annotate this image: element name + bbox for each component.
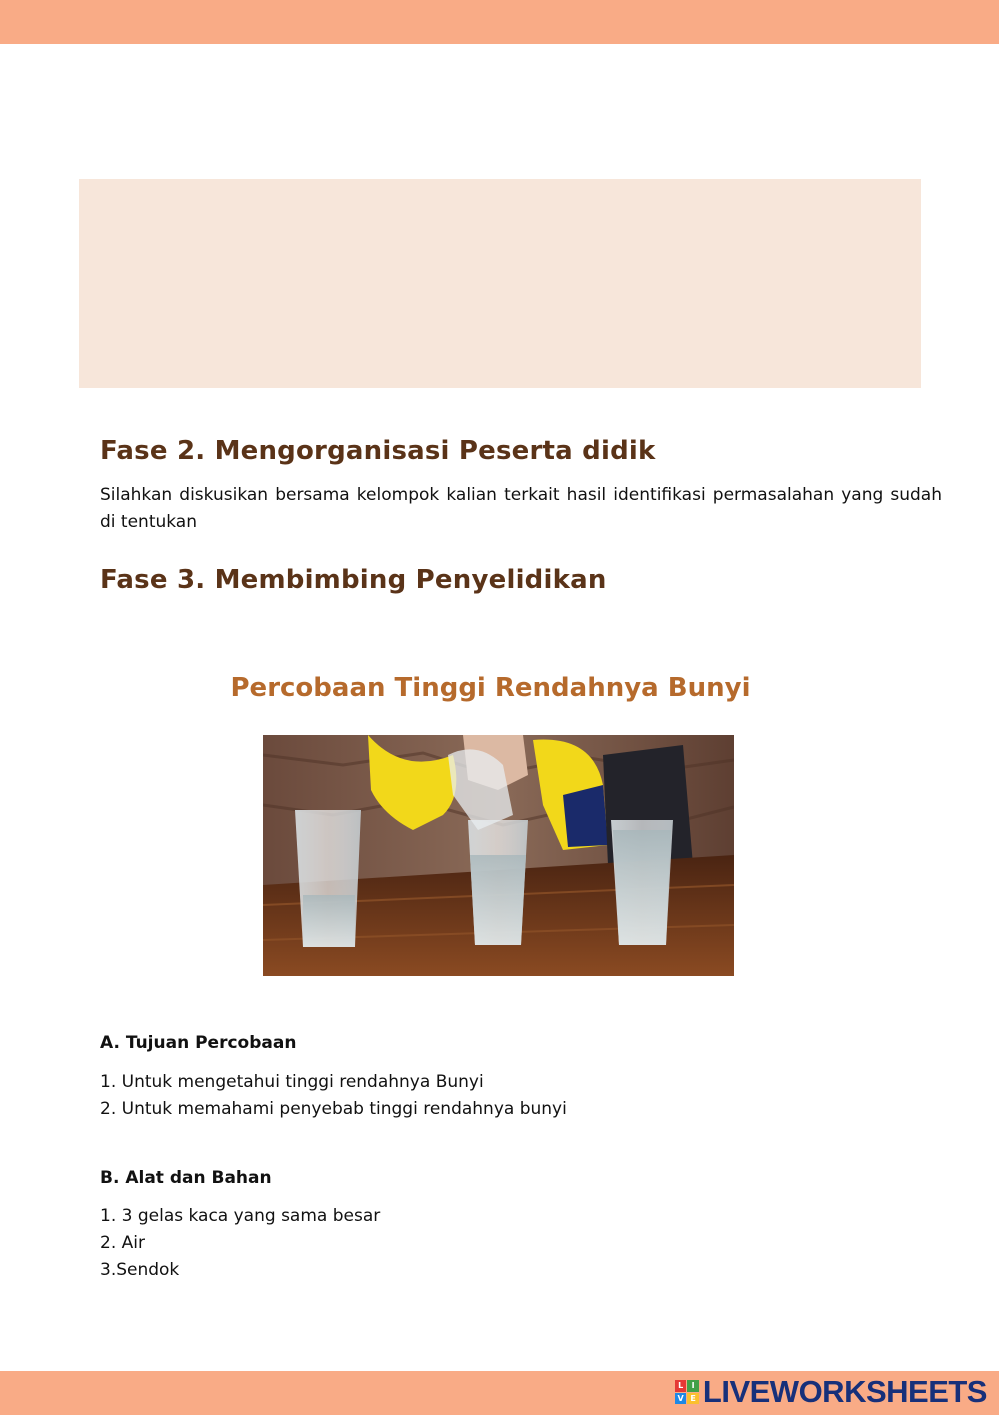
objectives-list [100,1069,567,1123]
phase-3-heading: Fase 3. Membimbing Penyelidikan [100,565,607,595]
list-item: 1. 3 gelas kaca yang sama besar [100,1206,381,1226]
section-b-heading: B. Alat dan Bahan [100,1168,272,1188]
liveworksheets-brand: LIVEWORKSHEETS [702,1374,987,1409]
answer-box[interactable] [79,179,921,388]
list-item: 3.Sendok [100,1260,180,1280]
list-item: 2. Untuk memahami penyebab tinggi rendahnya bunyi [100,1099,567,1119]
top-band [0,0,999,44]
liveworksheets-mark-icon: L I V E [675,1380,699,1404]
list-item: 1. Untuk mengetahui tinggi rendahnya Bunyi [100,1072,484,1092]
list-item: 2. Air [100,1233,145,1253]
experiment-title: Percobaan Tinggi Rendahnya Bunyi [230,673,751,703]
phase-2-instruction: Silahkan diskusikan bersama kelompok kalian terkait hasil identifikasi permasalahan yang sudah di tentukan [100,485,942,532]
phase-2-heading: Fase 2. Mengorganisasi Peserta didik [100,436,656,466]
section-a-heading: A. Tujuan Percobaan [100,1033,297,1053]
materials-list [100,1203,380,1284]
experiment-photo [263,735,734,976]
liveworksheets-logo[interactable] [675,1375,987,1409]
